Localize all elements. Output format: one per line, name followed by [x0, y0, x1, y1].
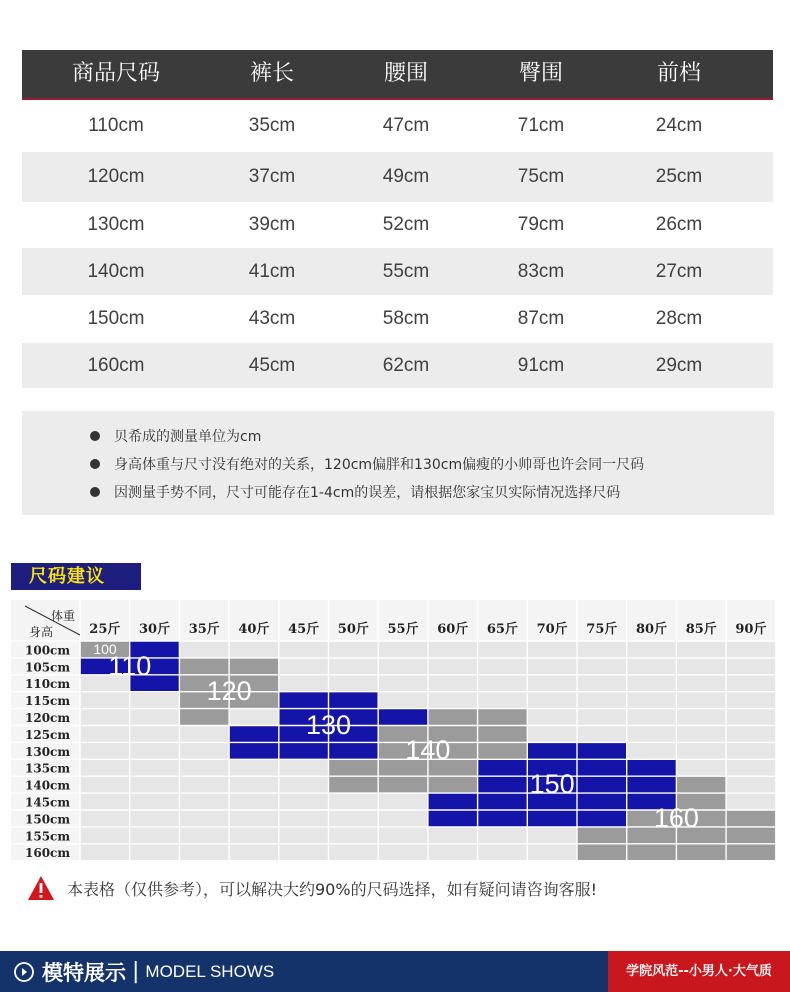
size-block-cell — [577, 776, 627, 793]
weight-header: 35斤 — [188, 622, 220, 637]
grid-cell — [676, 742, 726, 759]
weight-header: 60斤 — [437, 622, 469, 637]
disclaimer-text: 本表格（仅供参考），可以解决大约90%的尺码选择，如有疑问请咨询客服! — [67, 879, 597, 899]
grid-cell — [329, 844, 379, 861]
grid-cell — [428, 641, 478, 658]
size-table-cell: 26cm — [655, 214, 703, 235]
grid-cell — [179, 726, 229, 743]
size-block-cell — [627, 759, 677, 776]
grid-cell — [627, 675, 677, 692]
grid-cell — [676, 726, 726, 743]
size-block-cell — [378, 709, 428, 726]
size-block-cell — [577, 810, 627, 827]
grid-cell — [279, 759, 329, 776]
size-table-cell: 28cm — [655, 308, 703, 329]
size-block-cell — [527, 742, 577, 759]
grid-cell — [478, 641, 528, 658]
size-table-header-cell: 裤长 — [249, 61, 294, 86]
grid-cell — [428, 844, 478, 861]
size-table-header-cell: 前档 — [656, 61, 701, 86]
height-header: 125cm — [25, 727, 71, 742]
weight-header: 70斤 — [536, 622, 568, 637]
weight-header: 85斤 — [685, 622, 717, 637]
grid-cell — [527, 641, 577, 658]
height-header: 105cm — [25, 660, 71, 675]
note-text: 身高体重与尺寸没有绝对的关系，120cm偏胖和130cm偏瘦的小帅哥也许会同一尺码 — [114, 457, 645, 473]
grid-cell — [279, 793, 329, 810]
size-table-cell: 41cm — [248, 261, 296, 282]
corner-weight-label: 体重 — [51, 609, 76, 623]
grid-cell — [378, 827, 428, 844]
grid-cell — [179, 742, 229, 759]
grid-cell — [726, 675, 776, 692]
grid-cell — [279, 658, 329, 675]
grid-cell — [80, 844, 130, 861]
grid-cell — [478, 844, 528, 861]
grid-cell — [229, 810, 279, 827]
size-label-130: 130 — [306, 710, 352, 740]
grid-cell — [130, 726, 180, 743]
grid-cell — [80, 776, 130, 793]
weight-header: 25斤 — [89, 622, 121, 637]
size-block-cell — [428, 810, 478, 827]
grid-cell — [378, 641, 428, 658]
size-table-cell: 87cm — [517, 308, 565, 329]
warning-icon — [27, 875, 55, 901]
model-shows-banner — [0, 951, 790, 992]
grid-cell — [179, 793, 229, 810]
title-separator: | — [132, 959, 140, 984]
note-item — [22, 450, 774, 478]
size-recommend-heading — [11, 563, 141, 590]
grid-cell — [130, 776, 180, 793]
size-block-cell — [428, 793, 478, 810]
grid-cell — [577, 641, 627, 658]
corner-height-label: 身高 — [29, 625, 54, 639]
grid-cell — [627, 726, 677, 743]
size-table-header-cell: 腰围 — [383, 61, 428, 86]
size-block-cell — [179, 709, 229, 726]
grid-cell — [279, 844, 329, 861]
grid-cell — [329, 658, 379, 675]
size-table-row — [22, 248, 773, 295]
size-block-cell — [329, 692, 379, 709]
grid-cell — [726, 726, 776, 743]
size-label-150: 150 — [529, 769, 575, 800]
grid-cell — [229, 641, 279, 658]
size-table-cell: 47cm — [382, 115, 430, 136]
size-table-cell: 27cm — [655, 261, 703, 282]
size-block-cell — [676, 776, 726, 793]
grid-cell — [80, 810, 130, 827]
grid-cell — [229, 793, 279, 810]
size-table-cell: 71cm — [517, 115, 565, 136]
grid-cell — [726, 709, 776, 726]
slogan-badge: 学院风范--小男人·大气质 — [608, 951, 790, 992]
height-header: 160cm — [25, 846, 71, 861]
size-table-cell: 49cm — [382, 166, 430, 187]
size-block-cell — [478, 759, 528, 776]
height-header: 115cm — [25, 694, 71, 709]
grid-cell — [726, 759, 776, 776]
grid-cell — [577, 726, 627, 743]
height-header: 150cm — [25, 812, 71, 827]
size-block-cell — [577, 844, 627, 861]
grid-cell — [279, 675, 329, 692]
height-header: 120cm — [25, 711, 71, 725]
size-block-cell — [527, 810, 577, 827]
size-label-140: 140 — [405, 735, 451, 766]
size-table-row — [22, 295, 773, 343]
grid-cell — [130, 844, 180, 861]
size-table-cell: 160cm — [87, 355, 145, 376]
grid-cell — [726, 658, 776, 675]
weight-header: 50斤 — [337, 622, 369, 637]
size-table-row — [22, 202, 773, 248]
grid-cell — [279, 641, 329, 658]
model-shows-title — [14, 951, 274, 992]
bullet-icon — [90, 487, 100, 497]
grid-cell — [279, 827, 329, 844]
model-shows-title-en: MODEL SHOWS — [145, 961, 275, 981]
size-block-cell — [577, 793, 627, 810]
grid-cell — [378, 844, 428, 861]
size-table-cell: 140cm — [87, 261, 145, 282]
size-table-cell: 29cm — [655, 355, 703, 376]
weight-header: 45斤 — [288, 622, 320, 637]
height-header: 140cm — [25, 778, 71, 793]
grid-cell — [577, 692, 627, 709]
size-block-cell — [478, 793, 528, 810]
grid-cell — [478, 827, 528, 844]
grid-cell — [130, 793, 180, 810]
grid-cell — [229, 709, 279, 726]
grid-cell — [627, 641, 677, 658]
grid-cell — [428, 658, 478, 675]
size-label-160: 160 — [653, 802, 699, 833]
size-table-cell: 62cm — [382, 355, 430, 376]
grid-cell — [329, 827, 379, 844]
grid-cell — [80, 742, 130, 759]
height-header: 145cm — [25, 795, 71, 810]
weight-header: 75斤 — [586, 622, 618, 637]
grid-cell — [726, 692, 776, 709]
grid-cell — [80, 692, 130, 709]
grid-cell — [577, 658, 627, 675]
size-label-120: 120 — [206, 676, 252, 707]
disclaimer — [27, 875, 597, 901]
size-table-cell: 39cm — [248, 214, 296, 235]
grid-cell — [130, 810, 180, 827]
size-block-cell — [329, 759, 379, 776]
size-table-row — [22, 100, 773, 152]
size-recommend-title: 尺码建议 — [29, 566, 105, 587]
grid-cell — [527, 726, 577, 743]
grid-cell — [179, 844, 229, 861]
grid-cell — [279, 776, 329, 793]
grid-cell — [378, 675, 428, 692]
size-block-cell — [329, 742, 379, 759]
grid-cell — [726, 776, 776, 793]
weight-header: 30斤 — [139, 622, 171, 637]
bullet-icon — [90, 459, 100, 469]
size-recommend-grid — [11, 600, 778, 862]
grid-cell — [130, 827, 180, 844]
grid-cell — [527, 709, 577, 726]
grid-cell — [527, 844, 577, 861]
size-label-110: 110 — [108, 650, 152, 681]
bullet-icon — [90, 431, 100, 441]
note-item — [22, 478, 774, 506]
grid-cell — [428, 692, 478, 709]
grid-cell — [179, 810, 229, 827]
grid-cell — [676, 759, 726, 776]
grid-cell — [329, 641, 379, 658]
size-table-cell: 58cm — [382, 308, 430, 329]
size-block-cell — [478, 709, 528, 726]
grid-cell — [179, 759, 229, 776]
size-block-cell — [726, 844, 776, 861]
footer-badge-icon — [14, 962, 34, 982]
grid-cell — [527, 658, 577, 675]
size-table-cell: 35cm — [248, 115, 296, 136]
grid-cell — [726, 641, 776, 658]
grid-cell — [627, 709, 677, 726]
size-block-cell — [478, 742, 528, 759]
grid-cell — [378, 810, 428, 827]
grid-cell — [676, 675, 726, 692]
size-table-cell: 52cm — [382, 214, 430, 235]
height-header: 110cm — [25, 677, 71, 692]
size-table-cell: 120cm — [87, 166, 145, 187]
size-block-cell — [229, 658, 279, 675]
grid-cell — [577, 675, 627, 692]
grid-cell — [676, 658, 726, 675]
size-block-cell — [329, 776, 379, 793]
grid-cell — [527, 827, 577, 844]
height-header: 135cm — [25, 761, 71, 776]
grid-cell — [130, 692, 180, 709]
grid-cell — [627, 658, 677, 675]
size-block-cell — [627, 844, 677, 861]
grid-cell — [80, 759, 130, 776]
grid-cell — [378, 793, 428, 810]
size-block-cell — [577, 759, 627, 776]
size-block-cell — [428, 776, 478, 793]
grid-cell — [80, 726, 130, 743]
size-table — [22, 50, 773, 388]
grid-cell — [627, 742, 677, 759]
grid-cell — [378, 658, 428, 675]
size-table-row — [22, 152, 773, 202]
size-table-cell: 150cm — [87, 308, 145, 329]
size-block-cell — [229, 742, 279, 759]
grid-cell — [726, 793, 776, 810]
size-block-cell — [726, 810, 776, 827]
weight-header: 65斤 — [486, 622, 518, 637]
size-block-cell — [627, 776, 677, 793]
grid-cell — [676, 709, 726, 726]
grid-cell — [80, 793, 130, 810]
size-table-cell: 91cm — [517, 355, 565, 376]
size-block-cell — [577, 742, 627, 759]
size-block-cell — [726, 827, 776, 844]
size-table-header-cell: 臀围 — [518, 61, 563, 86]
size-table-cell: 83cm — [517, 261, 565, 282]
grid-cell — [527, 675, 577, 692]
grid-cell — [130, 709, 180, 726]
size-table-cell: 24cm — [655, 115, 703, 136]
height-header: 130cm — [25, 744, 71, 759]
grid-cell — [478, 658, 528, 675]
size-block-cell — [279, 692, 329, 709]
size-table-cell: 43cm — [248, 308, 296, 329]
grid-cell — [329, 810, 379, 827]
grid-cell — [179, 827, 229, 844]
model-shows-title-cn: 模特展示 — [42, 960, 126, 985]
size-label-100: 100 — [93, 641, 117, 658]
grid-cell — [676, 692, 726, 709]
size-table-header-cell: 商品尺码 — [71, 61, 160, 86]
grid-cell — [80, 827, 130, 844]
size-table-cell: 110cm — [88, 115, 144, 136]
notes-box — [22, 411, 774, 515]
grid-cell — [478, 675, 528, 692]
grid-cell — [478, 692, 528, 709]
size-block-cell — [428, 709, 478, 726]
size-table-cell: 25cm — [655, 166, 703, 187]
size-table-header — [22, 50, 773, 100]
grid-cell — [130, 742, 180, 759]
grid-cell — [676, 641, 726, 658]
note-item — [22, 422, 774, 450]
grid-cell — [130, 759, 180, 776]
grid-cell — [627, 692, 677, 709]
size-block-cell — [279, 742, 329, 759]
note-text: 贝希成的测量单位为cm — [114, 429, 262, 445]
size-block-cell — [577, 827, 627, 844]
grid-cell — [229, 827, 279, 844]
size-table-cell: 45cm — [248, 355, 296, 376]
note-text: 因测量手势不同，尺寸可能存在1-4cm的误差，请根据您家宝贝实际情况选择尺码 — [114, 485, 621, 501]
size-table-row — [22, 343, 773, 388]
grid-cell — [229, 844, 279, 861]
size-block-cell — [478, 776, 528, 793]
size-table-cell: 75cm — [517, 166, 565, 187]
weight-header: 55斤 — [387, 622, 419, 637]
grid-cell — [428, 827, 478, 844]
size-block-cell — [378, 776, 428, 793]
grid-cell — [279, 810, 329, 827]
grid-cell — [80, 709, 130, 726]
weight-header: 90斤 — [735, 622, 767, 637]
size-block-cell — [676, 844, 726, 861]
weight-header: 40斤 — [238, 622, 270, 637]
grid-cell — [179, 641, 229, 658]
grid-cell — [329, 675, 379, 692]
size-block-cell — [179, 658, 229, 675]
size-table-cell: 37cm — [248, 166, 296, 187]
size-block-cell — [478, 810, 528, 827]
grid-cell — [726, 742, 776, 759]
size-table-cell: 130cm — [87, 214, 145, 235]
size-table-body — [22, 100, 773, 388]
height-header: 155cm — [25, 829, 71, 844]
grid-cell — [527, 692, 577, 709]
size-block-cell — [478, 726, 528, 743]
grid-cell — [329, 793, 379, 810]
height-header: 100cm — [25, 643, 71, 658]
size-block-cell — [229, 726, 279, 743]
weight-header: 80斤 — [636, 622, 668, 637]
size-table-cell: 79cm — [517, 214, 565, 235]
grid-cell — [179, 776, 229, 793]
grid-cell — [229, 759, 279, 776]
grid-cell — [577, 709, 627, 726]
grid-cell — [229, 776, 279, 793]
grid-cell — [428, 675, 478, 692]
size-table-cell: 55cm — [382, 261, 430, 282]
grid-cell — [378, 692, 428, 709]
